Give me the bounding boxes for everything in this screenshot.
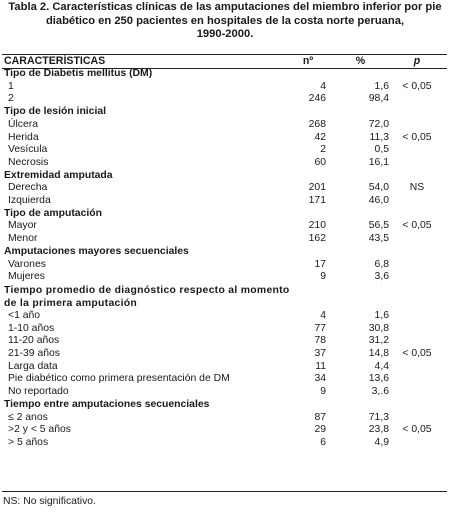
row-n: 162 (308, 233, 326, 245)
row-label: 1 (8, 80, 14, 92)
row-n: 11 (315, 360, 326, 372)
row-percent: 16,1 (368, 156, 389, 168)
row-n (290, 284, 332, 310)
row-label: Tiempo promedio de diagnóstico respecto al momento de la primera amputación (4, 284, 290, 309)
table-body (4, 68, 445, 450)
section-header-row (4, 208, 445, 221)
row-percent: 3,6 (374, 271, 389, 283)
row-n: 246 (308, 93, 326, 105)
row-p-value (389, 399, 445, 412)
header-n: nº (302, 55, 314, 67)
row-label: No reportado (8, 386, 69, 398)
table-row (4, 259, 445, 272)
row-p-value (389, 310, 445, 323)
caption-line-3: 1990-2000. (196, 28, 254, 40)
row-p-value (389, 386, 445, 399)
row-n: 77 (314, 322, 326, 334)
row-label: Derecha (8, 182, 48, 194)
table-row (4, 437, 445, 450)
table-row (4, 157, 445, 170)
row-p-value (389, 119, 445, 132)
row-n: 201 (308, 182, 326, 194)
row-percent: 14,8 (368, 348, 389, 360)
row-n: 210 (308, 220, 326, 232)
row-p-value: < 0,05 (402, 348, 432, 360)
table-header-row (4, 55, 445, 68)
caption-line-2: diabético en 250 pacientes en hospitales de la costa norte peruana, (45, 14, 405, 27)
row-label: Tipo de lesión inicial (4, 106, 107, 118)
row-n: 4 (320, 80, 326, 92)
row-n: 9 (320, 386, 326, 398)
table-row (4, 233, 445, 246)
table-row (4, 323, 445, 336)
table-row (4, 412, 445, 425)
row-n: 78 (314, 335, 326, 347)
row-label: Tipo de amputación (4, 207, 102, 219)
row-percent: 1,6 (374, 309, 389, 321)
row-percent (332, 246, 389, 259)
table-row (4, 310, 445, 323)
row-percent: 23,8 (368, 424, 389, 436)
row-p-value (389, 271, 445, 284)
row-label: Izquierda (8, 195, 51, 207)
row-percent (332, 170, 389, 183)
row-n: 2 (320, 144, 326, 156)
table-row (4, 144, 445, 157)
row-label: Extremidad amputada (4, 169, 113, 181)
row-percent: 98,4 (368, 93, 389, 105)
section-header-row (4, 170, 445, 183)
row-n: 37 (314, 348, 326, 360)
row-percent: 6,8 (374, 258, 389, 270)
row-label: Necrosis (8, 156, 49, 168)
row-p-value (389, 323, 445, 336)
row-p-value (389, 361, 445, 374)
row-p-value (389, 437, 445, 450)
table-row (4, 361, 445, 374)
row-p-value (389, 412, 445, 425)
row-p-value (389, 246, 445, 259)
row-p-value: < 0,05 (402, 220, 432, 232)
table-row (4, 348, 445, 361)
row-label: Varones (8, 258, 46, 270)
row-label: Larga data (8, 360, 58, 372)
row-p-value: NS (409, 182, 425, 194)
table-row (4, 335, 445, 348)
footnote: NS: No significativo. (3, 496, 96, 507)
table-row (4, 424, 445, 437)
header-p: p (413, 55, 421, 67)
row-percent: 1,6 (374, 80, 389, 92)
row-label: 11-20 años (8, 335, 60, 347)
row-p-value (389, 373, 445, 386)
header-caracteristicas: CARACTERÍSTICAS (4, 55, 106, 67)
row-p-value (389, 93, 445, 106)
row-n (290, 208, 332, 221)
row-n: 171 (308, 195, 326, 207)
row-n: 268 (308, 118, 326, 130)
bottom-rule (2, 491, 447, 492)
row-label: >2 y < 5 años (8, 424, 71, 436)
row-n: 87 (314, 411, 326, 423)
row-percent: 30,8 (368, 322, 389, 334)
row-label: Tiempo entre amputaciones secuenciales (4, 398, 210, 410)
row-n: 34 (314, 373, 326, 385)
row-n (290, 399, 332, 412)
row-percent: 54,0 (368, 182, 389, 194)
row-n (290, 170, 332, 183)
row-label: > 5 años (8, 436, 49, 448)
row-p-value (389, 195, 445, 208)
section-header-row (4, 106, 445, 119)
table-row (4, 195, 445, 208)
row-percent: 11,3 (369, 131, 389, 143)
row-label: Tipo de Diabetis mellitus (DM) (4, 68, 153, 79)
row-n (290, 68, 332, 81)
row-label: Herida (8, 131, 39, 143)
row-p-value: < 0,05 (402, 131, 432, 143)
table-row (4, 132, 445, 145)
row-n: 17 (314, 258, 326, 270)
row-percent: 4,4 (374, 360, 389, 372)
row-n: 6 (320, 436, 326, 448)
row-p-value (389, 208, 445, 221)
row-n: 42 (314, 131, 326, 143)
row-label: 2 (8, 93, 14, 105)
row-label: 21-39 años (8, 348, 60, 360)
row-label: Vesícula (8, 144, 48, 156)
header-percent: % (355, 55, 366, 67)
row-p-value (389, 259, 445, 272)
row-n: 9 (320, 271, 326, 283)
row-percent (332, 106, 389, 119)
row-percent: 46,0 (368, 195, 389, 207)
row-label: Mayor (8, 220, 37, 232)
row-label: 1-10 años (8, 322, 55, 334)
row-p-value (389, 233, 445, 246)
table-row (4, 182, 445, 195)
row-label: Amputaciones mayores secuenciales (4, 245, 189, 257)
row-percent: 0,5 (374, 144, 389, 156)
row-label: ≤ 2 anos (8, 411, 48, 423)
row-percent: 3,.6 (371, 386, 389, 398)
row-n: 60 (314, 156, 326, 168)
row-percent: 4,9 (374, 436, 389, 448)
table-caption (0, 1, 450, 42)
section-header-row (4, 284, 445, 310)
table-row (4, 119, 445, 132)
row-percent: 43,5 (368, 233, 389, 245)
row-n (290, 246, 332, 259)
row-label: Pie diabético como primera presentación de DM (8, 373, 230, 385)
row-p-value (389, 106, 445, 119)
row-p-value (389, 68, 445, 81)
table-row (4, 271, 445, 284)
table-row (4, 386, 445, 399)
row-p-value (389, 157, 445, 170)
row-n: 4 (320, 309, 326, 321)
row-label: Úlcera (8, 118, 39, 130)
row-n: 29 (314, 424, 326, 436)
row-percent (332, 68, 389, 81)
section-header-row (4, 399, 445, 412)
table-row (4, 373, 445, 386)
row-p-value (389, 284, 445, 310)
table-row (4, 93, 445, 106)
row-percent: 72,0 (368, 118, 389, 130)
section-header-row (4, 246, 445, 259)
table-row (4, 81, 445, 94)
row-percent: 56,5 (368, 220, 389, 232)
row-p-value: < 0,05 (402, 80, 432, 92)
row-p-value (389, 144, 445, 157)
row-n (290, 106, 332, 119)
table-row (4, 220, 445, 233)
row-percent (332, 284, 389, 310)
row-percent: 13,6 (368, 373, 389, 385)
row-label: <1 año (8, 309, 41, 321)
row-p-value (389, 170, 445, 183)
row-percent (332, 208, 389, 221)
row-percent: 71,3 (368, 411, 389, 423)
row-percent (332, 399, 389, 412)
characteristics-table (4, 55, 445, 450)
row-percent: 31,2 (368, 335, 389, 347)
row-p-value (389, 335, 445, 348)
row-label: Menor (8, 233, 38, 245)
row-p-value: < 0,05 (402, 424, 432, 436)
section-header-row (4, 68, 445, 81)
row-label: Mujeres (8, 271, 45, 283)
caption-line-1: Tabla 2. Características clínicas de las amputaciones del miembro inferior por pie (8, 1, 442, 13)
